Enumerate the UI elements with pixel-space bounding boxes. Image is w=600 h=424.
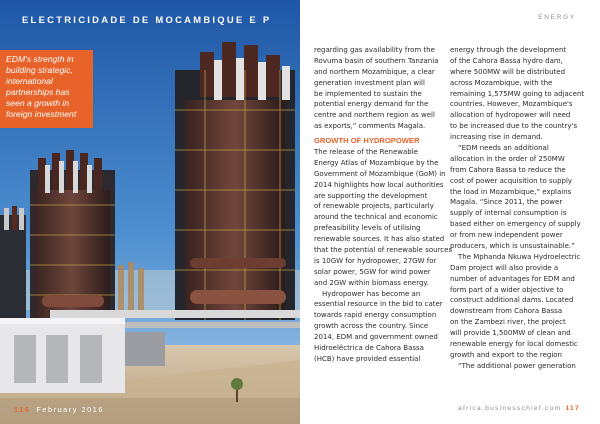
article-column-1 xyxy=(314,45,453,365)
text-line: allocation in the order of 250MW xyxy=(450,154,565,163)
text-line: on the Zambezi river, the project xyxy=(450,318,566,327)
text-line: supply of internal consumption is xyxy=(450,209,567,218)
text-line: “The additional power generation xyxy=(458,361,576,370)
text-line: that the potential of renewable sources xyxy=(314,246,453,255)
text-line: to be increased due to the country's xyxy=(450,122,578,131)
right-page-number: 117 xyxy=(565,405,580,412)
pull-quote-line: international xyxy=(6,76,53,86)
text-line: potential energy demand for the xyxy=(314,100,429,109)
text-line: regarding gas availability from the xyxy=(314,46,435,54)
text-line: based either on emergency of supply xyxy=(450,220,581,229)
text-line: from Cahora Bassa to reduce the xyxy=(450,165,566,174)
text-line: and northern Mozambique, a clear xyxy=(314,67,435,76)
text-line: The release of the Renewable xyxy=(314,148,418,157)
text-line: 2014, EDM and government owned xyxy=(314,333,438,342)
text-line: be implemented to sustain the xyxy=(314,89,422,98)
text-line: are supporting the development xyxy=(314,191,428,200)
article-column-2 xyxy=(450,45,585,372)
pull-quote-line: EDM's strength in xyxy=(6,54,74,64)
text-line: increasing rise in demand. xyxy=(450,133,543,142)
issue-date: February 2016 xyxy=(36,405,104,414)
text-line: as exports,” comments Magala. xyxy=(314,122,426,131)
text-line: around the technical and economic xyxy=(314,213,438,222)
text-line: towards rapid energy consumption xyxy=(314,311,437,320)
text-line: form part of a wider objective to xyxy=(450,285,564,294)
text-line: Magala. “Since 2011, the power xyxy=(450,198,563,207)
pull-quote-line: seen a growth in xyxy=(6,98,70,108)
text-line: renewable energy for local domestic xyxy=(450,340,578,349)
text-line: prefeasibility levels of utilising xyxy=(314,224,421,233)
text-line: across Mozambique, with the xyxy=(450,78,553,87)
text-line: (HCB) have provided essential xyxy=(314,354,421,363)
text-line: where 500MW will be distributed xyxy=(450,67,566,76)
pull-quote-line: partnerships has xyxy=(6,87,70,97)
text-line: generation investment plan will xyxy=(314,78,425,87)
text-line: centre and northern region as well xyxy=(314,111,435,120)
text-line: of renewable projects, particularly xyxy=(314,202,434,211)
pull-quote-line: foreign investment xyxy=(6,109,77,119)
text-line: Energy Atlas of Mozambique by the xyxy=(314,158,439,167)
text-line: and 2GW within biomass energy. xyxy=(314,278,429,287)
text-line: “EDM needs an additional xyxy=(458,144,549,153)
website-url[interactable]: africa.businesschief.com xyxy=(458,405,562,412)
section-label: ENERGY xyxy=(538,14,576,21)
pull-quote-line: building strategic, xyxy=(6,65,73,75)
text-line: remaining 1,575MW going to adjacent xyxy=(450,89,585,98)
text-line: or from new independent power xyxy=(450,231,563,240)
text-line: 2014 highlights how local authorities xyxy=(314,180,444,189)
text-line: growth and export to the region xyxy=(450,350,562,359)
text-line: construct additional dams. Located xyxy=(450,296,574,305)
text-line: Government of Mozambique (GoM) in xyxy=(314,169,446,178)
text-line: downstream from Cahora Bassa xyxy=(450,307,563,316)
left-page-number: 116 xyxy=(14,405,31,414)
text-line: allocation of hydropower will need xyxy=(450,111,571,120)
text-line: renewable sources. It has also stated xyxy=(314,235,445,244)
right-folio xyxy=(452,405,580,412)
text-line: energy through the development xyxy=(450,46,567,54)
text-line: Hydropower has become an xyxy=(322,289,421,298)
text-line: growth across the country. Since xyxy=(314,322,429,331)
text-line: Rovuma basin of southern Tanzania xyxy=(314,56,439,65)
text-line: The Mphanda Nkuwa Hydroelectric xyxy=(458,252,581,261)
text-line: cost of power acquisition to supply xyxy=(450,176,573,185)
running-title: ELECTRICIDADE DE MOCAMBIQUE E P xyxy=(22,14,272,25)
text-line: essential resource in the bid to cater xyxy=(314,300,443,309)
text-line: Hidroeléctrica de Cahora Bassa xyxy=(314,344,424,353)
text-line: is 10GW for hydropower, 27GW for xyxy=(314,256,437,265)
text-line: number of advantages for EDM and xyxy=(450,274,575,283)
subheading: GROWTH OF HYDROPOWER xyxy=(314,136,420,146)
text-line: will provide 1,500MW of clean and xyxy=(450,329,571,338)
pull-quote-box xyxy=(0,50,93,128)
text-line: of the Cahora Bassa hydro dam, xyxy=(450,56,563,65)
text-line: countries. However, Mozambique's xyxy=(450,100,573,109)
text-line: Dam project will also provide a xyxy=(450,263,559,272)
text-line: producers, which is unsustainable.” xyxy=(450,242,575,251)
text-line: solar power, 5GW for wind power xyxy=(314,267,431,276)
text-line: the load in Mozambique,” explains xyxy=(450,187,572,196)
left-folio xyxy=(14,405,104,414)
